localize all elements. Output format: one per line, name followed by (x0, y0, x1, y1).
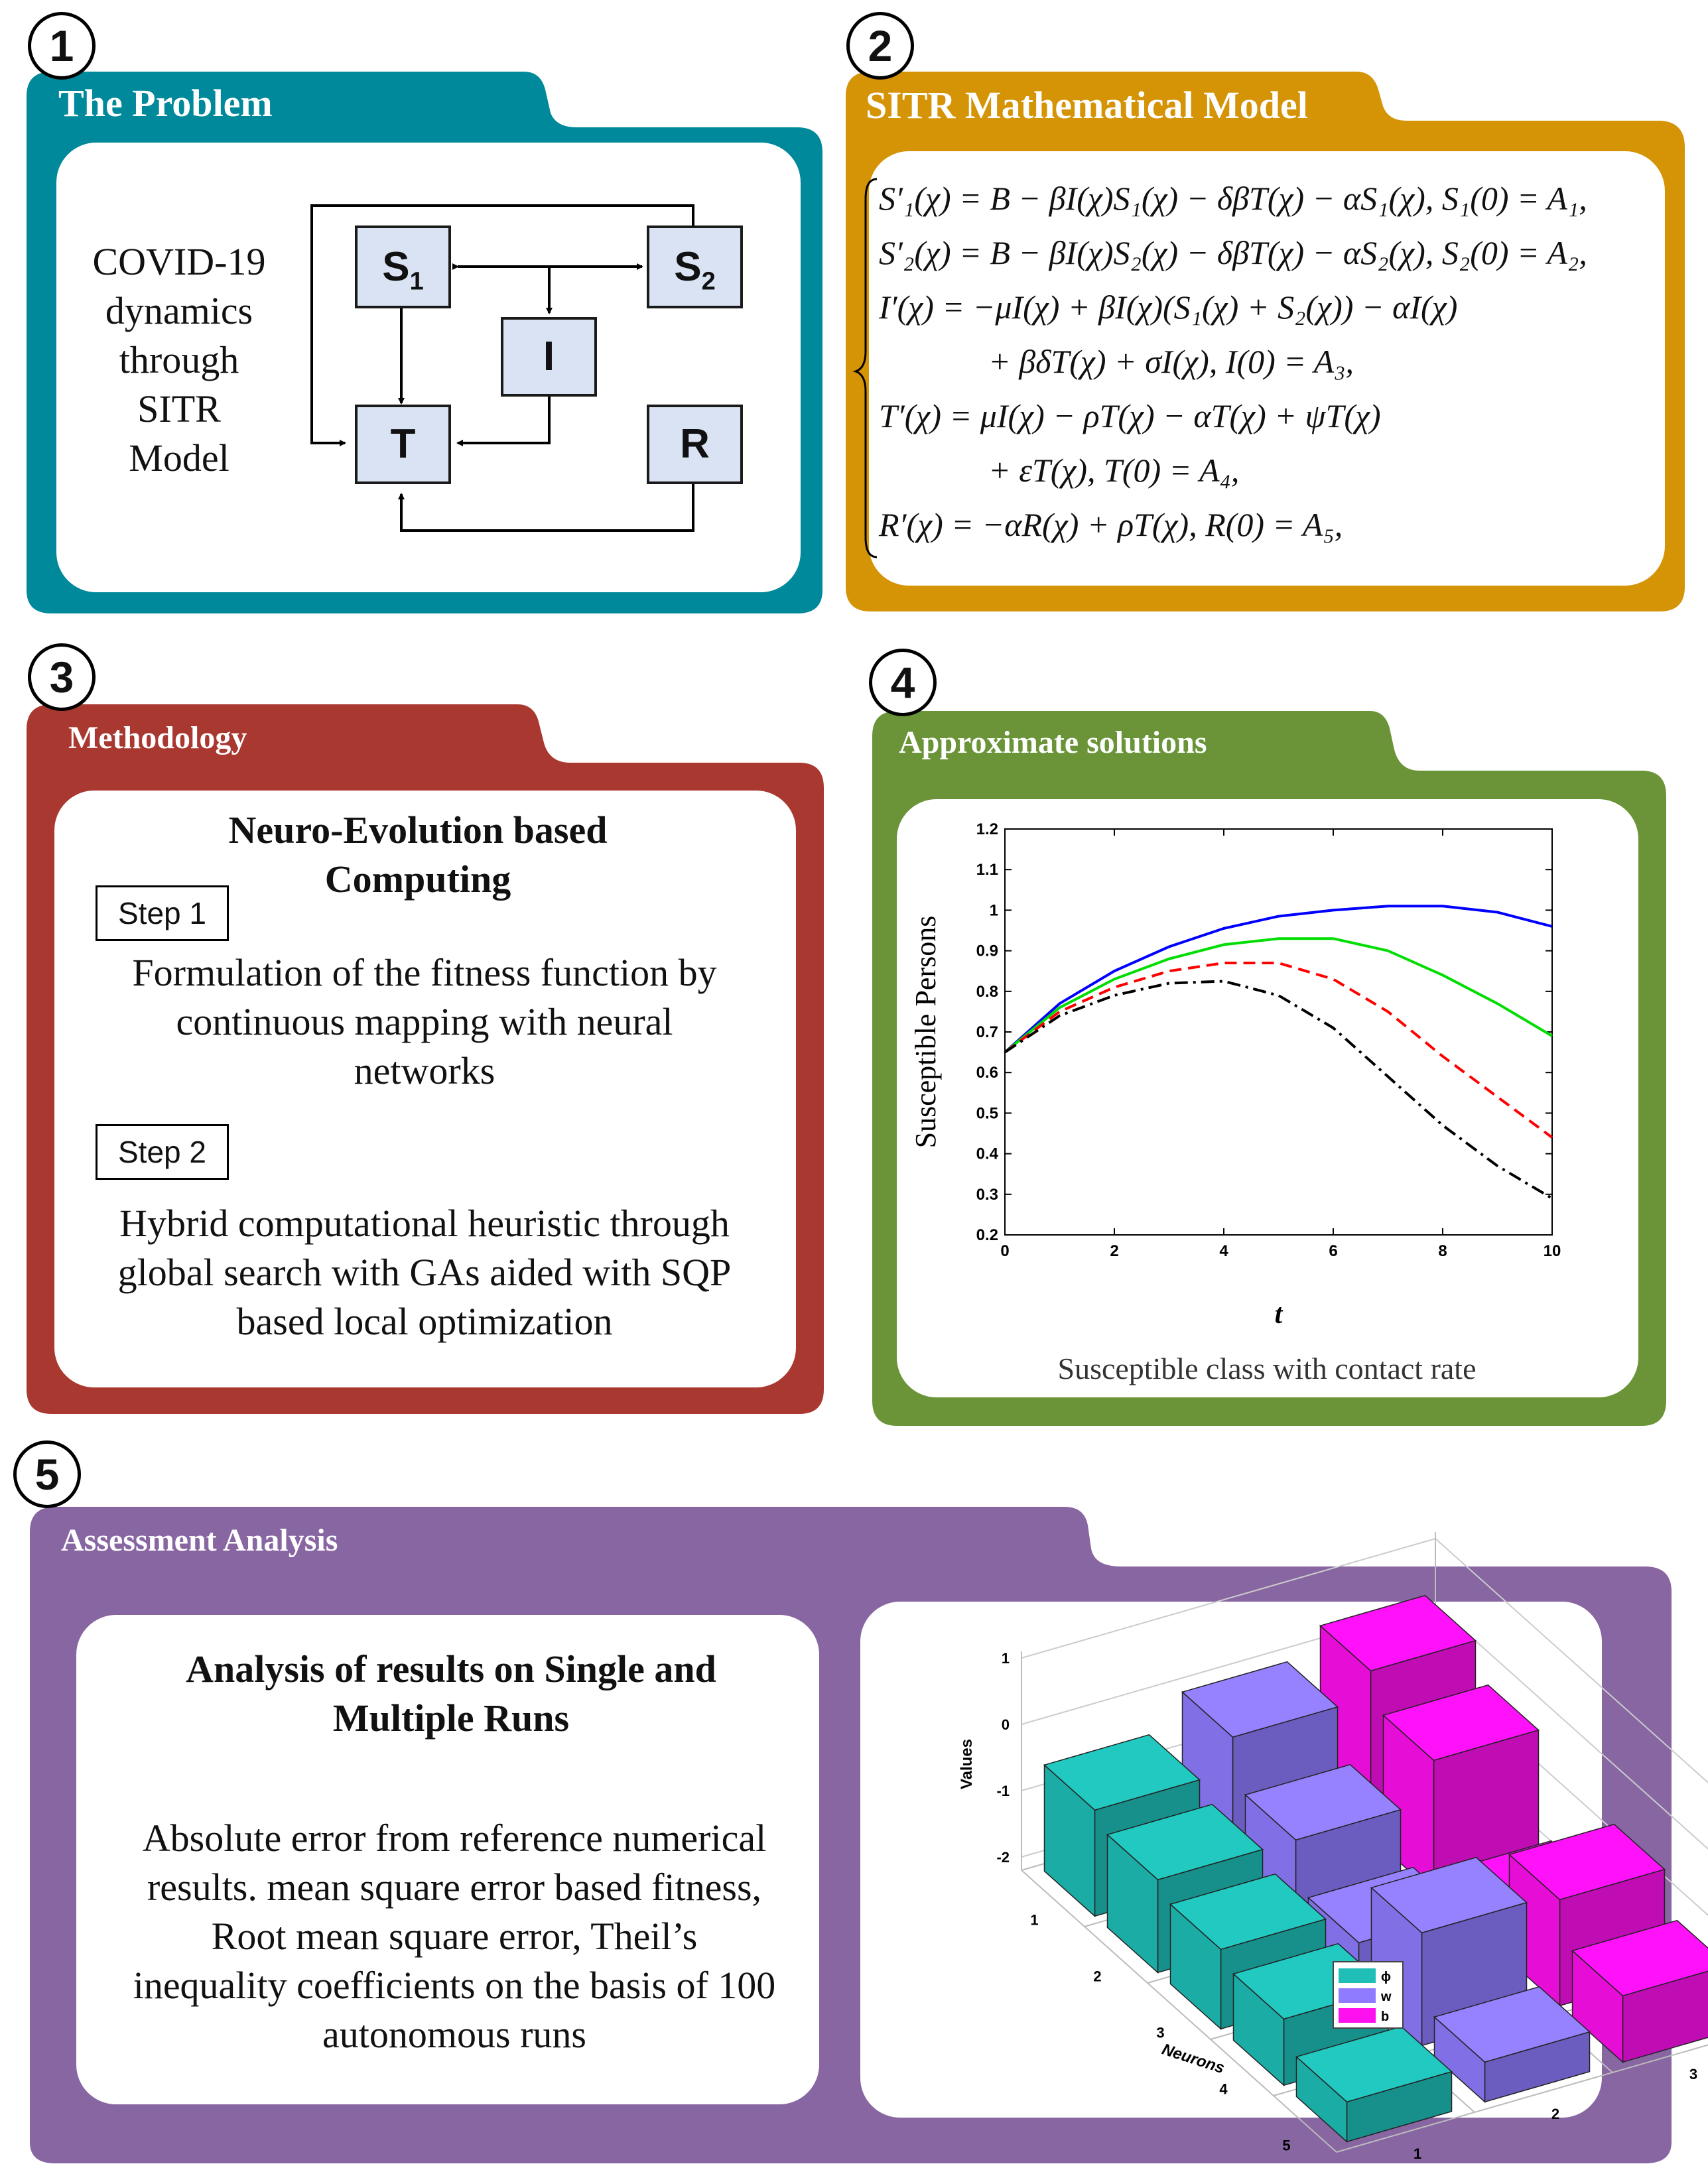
panel3-title: Methodology (68, 720, 247, 755)
x-tick-label: 2 (1093, 1968, 1102, 1985)
legend-swatch (1339, 1968, 1376, 1983)
legend-label: b (1381, 2010, 1390, 2024)
problem-description: COVID-19 dynamics through SITR Model (92, 240, 266, 479)
node-r: R (647, 405, 743, 484)
x-tick-label: 8 (1438, 1242, 1447, 1260)
y-axis-label: Susceptible Persons (909, 915, 942, 1149)
z-tick-label: -1 (996, 1783, 1010, 1799)
assessment-text: Absolute error from reference numerical results. mean square error based fitness, Root mean square error, Theil’s inequality coefficients on the basis of 100 autonomous runs (133, 1817, 776, 2056)
step-number-3: 3 (28, 643, 96, 711)
equation-t: T′(χ) = μI(χ) − ρT(χ) − αT(χ) + ψT(χ) (879, 397, 1381, 434)
x-tick-label: 4 (1219, 1242, 1228, 1260)
depth-tick-label: 3 (1689, 2066, 1698, 2082)
methodology-heading: Neuro-Evolution based Computing (228, 808, 608, 901)
y-tick-label: 1 (989, 901, 998, 920)
panel5-title: Assessment Analysis (61, 1523, 338, 1558)
y-tick-label: 0.8 (976, 982, 998, 1001)
panel1-title: The Problem (58, 82, 273, 125)
z-tick-label: -2 (996, 1849, 1010, 1866)
x-tick-label: 10 (1543, 1242, 1561, 1260)
chart-caption: Susceptible class with contact rate (1057, 1352, 1477, 1385)
node-s2: $S_2$ (647, 225, 743, 308)
step-number-4: 4 (869, 649, 937, 716)
step1-label: Step 1 (96, 885, 229, 941)
equation-s2: S′₂(χ) = B − βI(χ)S₂(χ) − δβT(χ) − αS₂(χ), S₂(0) = A₂, (879, 234, 1587, 271)
x-tick-label: 2 (1110, 1242, 1119, 1260)
y-tick-label: 0.5 (976, 1104, 998, 1123)
step-number-2: 2 (846, 12, 914, 80)
node-s1: $S_1$ (355, 225, 451, 308)
y-tick-label: 0.4 (976, 1145, 998, 1163)
y-tick-label: 0.9 (976, 942, 998, 960)
step1-text: Formulation of the fitness function by continuous mapping with neural networks (132, 951, 717, 1092)
y-tick-label: 1.1 (976, 861, 998, 879)
x-tick-label: 0 (1000, 1242, 1010, 1260)
step2-text: Hybrid computational heuristic through global search with GAs aided with SQP based local optimization (117, 1202, 732, 1343)
step2-label: Step 2 (96, 1124, 229, 1180)
x-axis-label: t (1274, 1299, 1283, 1330)
equation-s1: S′₁(χ) = B − βI(χ)S₁(χ) − δβT(χ) − αS₁(χ), S₁(0) = A₁, (879, 180, 1587, 217)
step-number-5: 5 (13, 1440, 81, 1508)
legend-label: w (1381, 1990, 1392, 2004)
y-tick-label: 0.6 (976, 1064, 998, 1082)
depth-tick-label: 2 (1551, 2106, 1560, 2122)
legend-swatch (1339, 2008, 1376, 2023)
y-tick-label: 0.3 (976, 1185, 998, 1204)
legend-swatch (1339, 1988, 1376, 2003)
x-tick-label: 4 (1219, 2080, 1228, 2098)
x-axis-label: Neurons (1159, 2040, 1227, 2078)
node-t: T (355, 405, 451, 484)
x-tick-label: 6 (1329, 1242, 1338, 1260)
bar3d-legend (1333, 1962, 1403, 2028)
x-tick-label: 5 (1282, 2137, 1291, 2154)
step-number-1: 1 (28, 12, 96, 80)
legend-label: ϕ (1381, 1970, 1391, 1984)
equation-i-cont: + βδT(χ) + σI(χ), I(0) = A₃, (988, 343, 1354, 380)
equation-r: R′(χ) = −αR(χ) + ρT(χ), R(0) = A₅, (879, 506, 1343, 543)
z-tick-label: 1 (1001, 1650, 1010, 1667)
equation-t-cont: + εT(χ), T(0) = A₄, (988, 452, 1240, 489)
panel2-title: SITR Mathematical Model (866, 84, 1308, 127)
y-tick-label: 0.7 (976, 1023, 998, 1041)
equation-i: I′(χ) = −μI(χ) + βI(χ)(S₁(χ) + S₂(χ)) − αI(χ) (879, 288, 1458, 326)
z-tick-label: 0 (1001, 1716, 1010, 1733)
x-tick-label: 3 (1156, 2024, 1165, 2041)
assessment-heading: Analysis of results on Single and Multiple Runs (186, 1647, 716, 1740)
y-tick-label: 0.2 (976, 1226, 998, 1244)
depth-tick-label: 1 (1413, 2145, 1422, 2162)
node-i: I (501, 317, 597, 397)
x-tick-label: 1 (1030, 1911, 1039, 1929)
panel4-title: Approximate solutions (899, 725, 1207, 760)
y-tick-label: 1.2 (976, 820, 998, 838)
z-axis-label: Values (958, 1738, 976, 1790)
